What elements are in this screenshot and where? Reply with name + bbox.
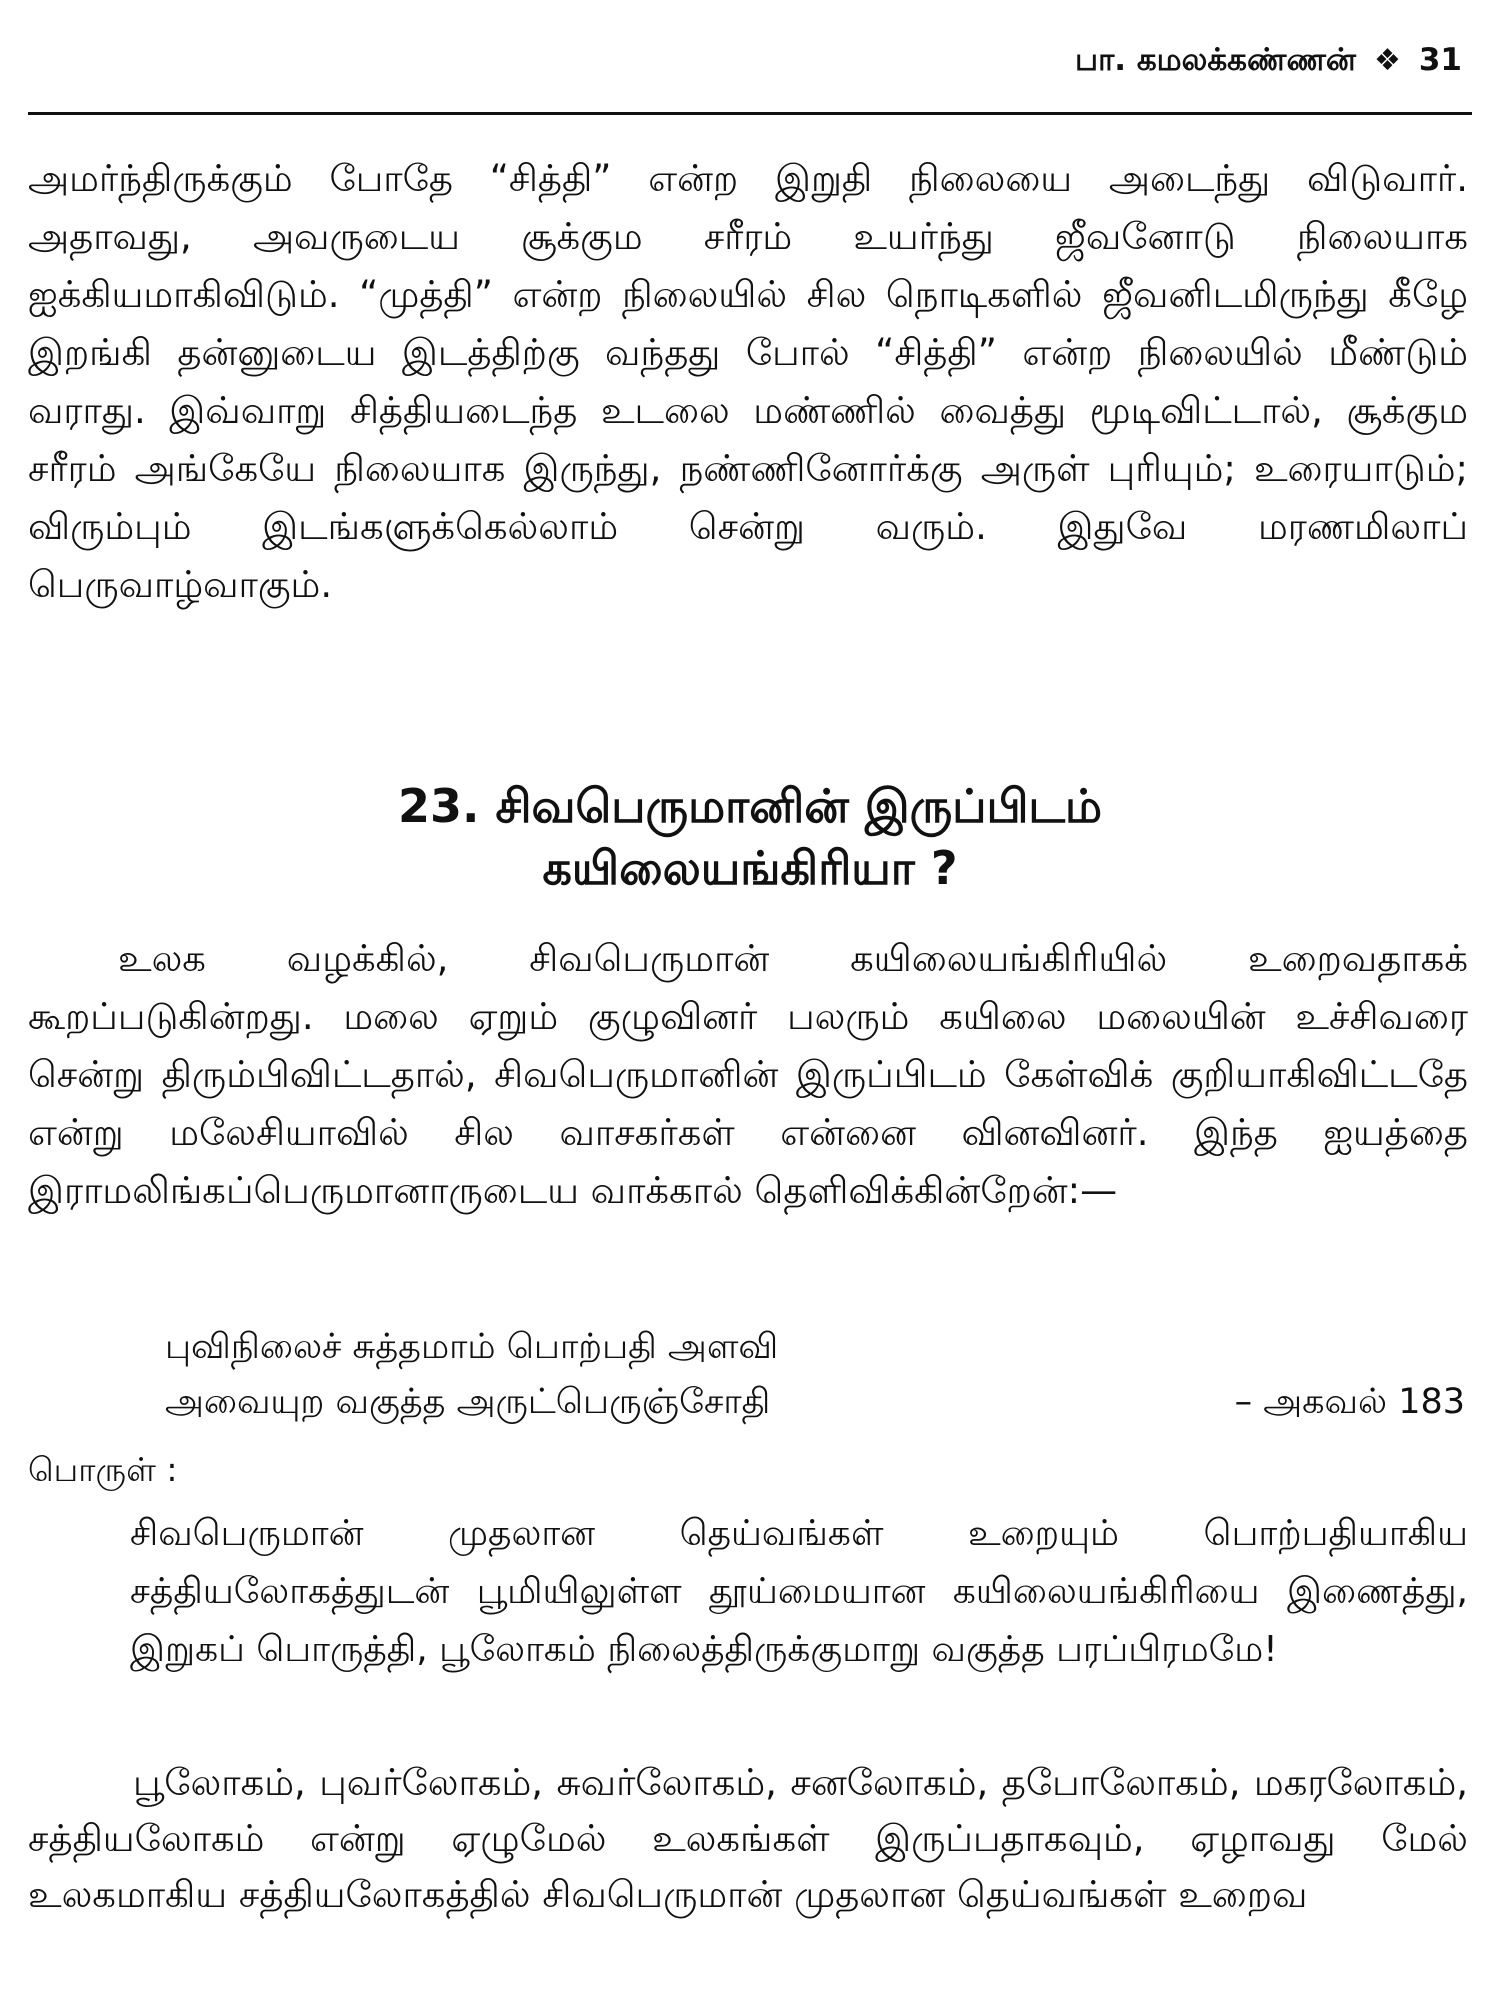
section-title-line-1: 23. சிவபெருமானின் இருப்பிடம் bbox=[397, 779, 1103, 833]
meaning-label: பொருள் : bbox=[28, 1450, 178, 1489]
header-author: பா. கமலக்கண்ணன் bbox=[1075, 42, 1356, 78]
verse-line-1: புவிநிலைச் சுத்தமாம் பொற்பதி அளவி bbox=[165, 1327, 779, 1367]
verse-reference: – அகவல் 183 bbox=[1234, 1382, 1465, 1422]
meaning-paragraph: சிவபெருமான் முதலான தெய்வங்கள் உறையும் பொற்பதியாகிய சத்தியலோகத்துடன் பூமியிலுள்ள தூய்மையான கயிலையங்கிரியை இணைத்து, இறுகப் பொருத்தி, பூலோகம் நிலைத்திருக்குமாறு வகுத்த பரப்பிரமமே! bbox=[130, 1513, 1468, 1670]
section-title bbox=[0, 775, 1500, 899]
body-paragraph-2: பூலோகம், புவர்லோகம், சுவர்லோகம், சனலோகம், தபோலோகம், மகரலோகம், சத்தியலோகம் என்று ஏழுமேல் உலகங்கள் இருப்பதாகவும், ஏழாவது மேல் உலகமாகிய சத்தியலோகத்தில் சிவபெருமான் முதலான தெய்வங்கள் உறைவ bbox=[28, 1761, 1468, 1916]
body-paragraph-1: உலக வழக்கில், சிவபெருமான் கயிலையங்கிரியில் உறைவதாகக் கூறப்படுகின்றது. மலை ஏறும் குழுவினர் பலரும் கயிலை மலையின் உச்சிவரை சென்று திரும்பிவிட்டதால், சிவபெருமானின் இருப்பிடம் கேள்விக் குறியாகிவிட்டதே என்று மலேசியாவில் சில வாசகர்கள் என்னை வினவினர். இந்த ஐயத்தை இராமலிங்கப்பெருமானாருடைய வாக்கால் தெளிவிக்கின்றேன்:— bbox=[28, 937, 1468, 1212]
running-header bbox=[1075, 42, 1462, 82]
page-number: 31 bbox=[1418, 42, 1462, 78]
verse-quote bbox=[165, 1320, 1465, 1430]
ornament-icon: ❖ bbox=[1373, 43, 1401, 78]
section-title-line-2: கயிலையங்கிரியா ? bbox=[542, 841, 958, 895]
header-rule bbox=[28, 112, 1472, 115]
verse-line-2: அவையுற வகுத்த அருட்பெருஞ்சோதி bbox=[165, 1382, 771, 1422]
intro-paragraph: அமர்ந்திருக்கும் போதே “சித்தி” என்ற இறுதி நிலையை அடைந்து விடுவார். அதாவது, அவருடைய சூக்கும சரீரம் உயர்ந்து ஜீவனோடு நிலையாக ஐக்கியமாகிவிடும். “முத்தி” என்ற நிலையில் சில நொடிகளில் ஜீவனிடமிருந்து கீழே இறங்கி தன்னுடைய இடத்திற்கு வந்தது போல் “சித்தி” என்ற நிலையில் மீண்டும் வராது. இவ்வாறு சித்தியடைந்த உடலை மண்ணில் வைத்து மூடிவிட்டால், சூக்கும சரீரம் அங்கேயே நிலையாக இருந்து, நண்ணினோர்க்கு அருள் புரியும்; உரையாடும்; விரும்பும் இடங்களுக்கெல்லாம் சென்று வரும். இதுவே மரணமிலாப் பெருவாழ்வாகும். bbox=[28, 157, 1468, 606]
